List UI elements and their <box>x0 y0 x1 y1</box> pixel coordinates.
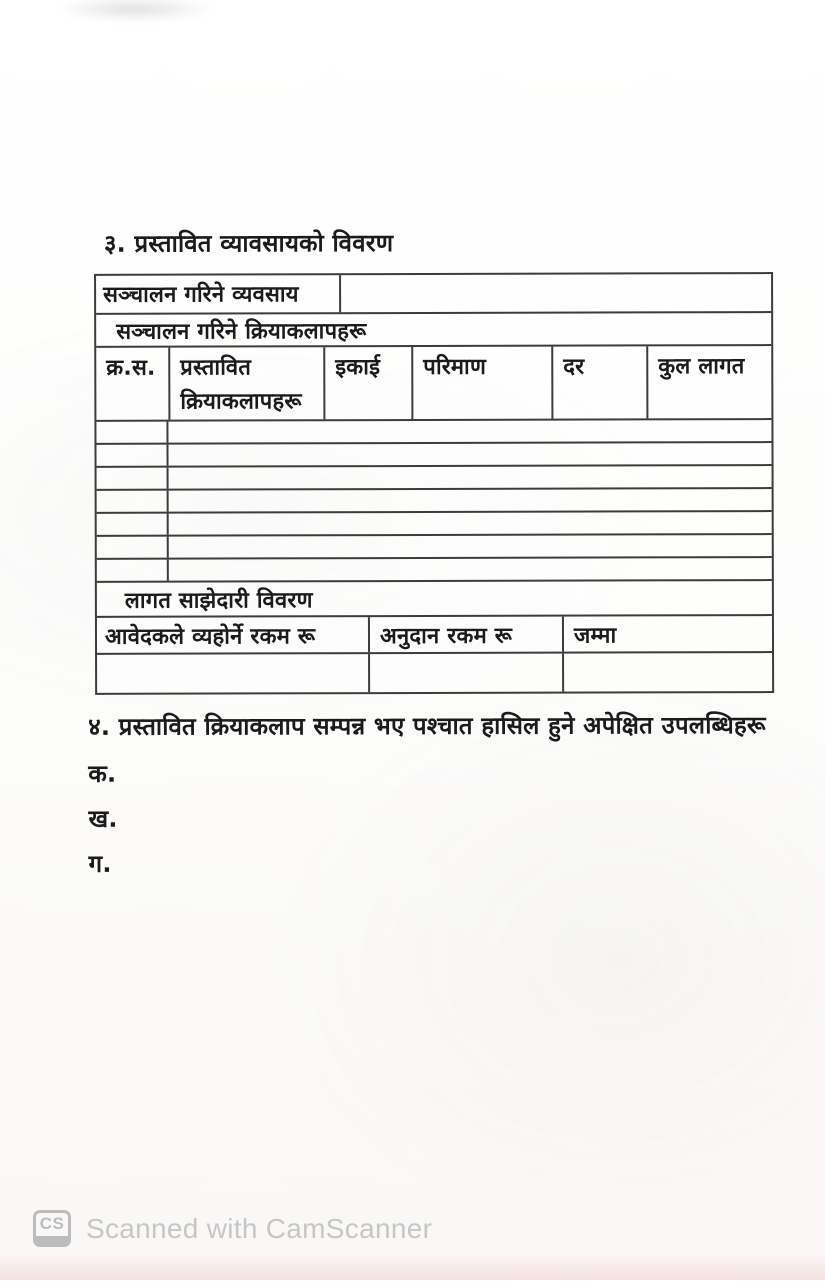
col-header-total: जम्मा <box>562 616 772 652</box>
section4-heading: ४. प्रस्तावित क्रियाकलाप सम्पन्न भए पश्चात हासिल हुने अपेक्षित उपलब्धिहरू <box>88 711 766 741</box>
cost-sharing-value-row <box>97 651 772 693</box>
col-header-rate: दर <box>551 346 646 418</box>
total-amount-cell <box>562 653 772 692</box>
business-name-label: सञ्चालन गरिने व्यवसाय <box>103 282 299 308</box>
empty-detail-cell <box>169 558 772 581</box>
expected-outcome-item-kha: ख. <box>88 804 118 833</box>
empty-serial-cell <box>97 514 169 535</box>
business-name-row <box>96 274 771 313</box>
grant-amount-cell <box>368 654 562 693</box>
empty-activity-row <box>97 487 772 512</box>
cost-sharing-caption-row <box>97 579 772 616</box>
business-name-value-cell <box>339 274 771 312</box>
cost-sharing-caption: लागत साझेदारी विवरण <box>124 588 313 614</box>
camscanner-watermark <box>33 1210 432 1247</box>
empty-serial-cell <box>97 560 169 581</box>
camscanner-logo-bar <box>36 1236 68 1244</box>
expected-outcome-item-ka: क. <box>88 759 117 788</box>
section3-heading: ३. प्रस्तावित व्यावसायको विवरण <box>103 229 394 258</box>
col-header-quantity: परिमाण <box>411 347 551 419</box>
camscanner-logo-icon <box>33 1210 71 1247</box>
empty-activity-row <box>97 533 772 558</box>
empty-activity-row <box>97 510 772 535</box>
empty-detail-cell <box>169 489 772 512</box>
cost-sharing-header-row <box>97 614 772 653</box>
empty-activity-row <box>96 441 771 466</box>
empty-serial-cell <box>97 491 169 512</box>
empty-activity-row <box>96 418 771 443</box>
activities-caption-row <box>96 311 771 346</box>
expected-outcome-item-ga: ग. <box>88 849 112 878</box>
empty-activity-row <box>97 556 772 581</box>
empty-detail-cell <box>169 535 772 558</box>
col-header-total-cost: कुल लागत <box>646 346 771 418</box>
camscanner-logo-text: CS <box>39 1214 65 1233</box>
empty-detail-cell <box>168 443 771 466</box>
applicant-amount-cell <box>97 654 368 693</box>
activities-caption: सञ्चालन गरिने क्रियाकलापहरू <box>116 319 367 345</box>
empty-serial-cell <box>96 445 168 466</box>
col-header-unit: इकाई <box>323 347 411 419</box>
empty-activity-row <box>97 464 772 489</box>
empty-detail-cell <box>169 512 772 535</box>
col-header-grant-amount: अनुदान रकम रू <box>368 617 562 653</box>
col-header-applicant-amount: आवेदकले व्यहोर्ने रकम रू <box>104 624 316 650</box>
empty-detail-cell <box>169 466 772 489</box>
empty-serial-cell <box>97 537 169 558</box>
col-header-proposed-activities: प्रस्तावित क्रियाकलापहरू <box>168 347 323 419</box>
proposed-business-table <box>94 272 774 695</box>
empty-serial-cell <box>96 422 168 443</box>
empty-serial-cell <box>97 468 169 489</box>
empty-detail-cell <box>168 420 771 443</box>
activities-table-header-row <box>96 344 771 420</box>
camscanner-watermark-text: Scanned with CamScanner <box>86 1212 433 1244</box>
col-header-serial-number: क्र.स. <box>106 355 156 381</box>
